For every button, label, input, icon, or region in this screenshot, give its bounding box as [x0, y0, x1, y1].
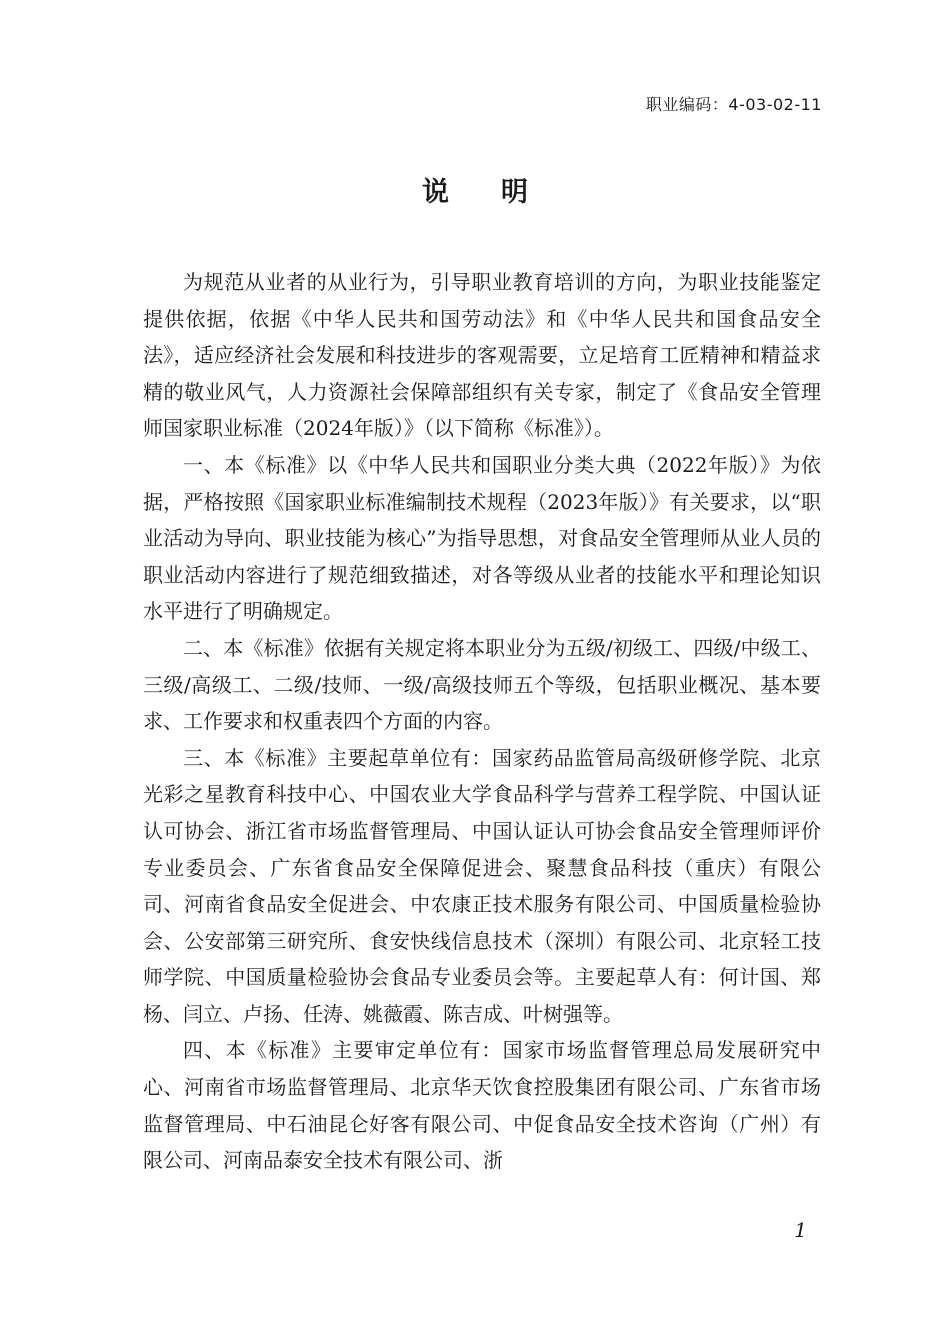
- page-number: 1: [794, 1218, 807, 1242]
- occupation-code: 职业编码：4-03-02-11: [645, 95, 822, 114]
- paragraph-3: 三、本《标准》主要起草单位有：国家药品监管局高级研修学院、北京光彩之星教育科技中心、中国农业大学食品科学与营养工程学院、中国认证认可协会、浙江省市场监督管理局、中国认证认可协会食品安全管理师评价专业委员会、广东省食品安全保障促进会、聚慧食品科技（重庆）有限公司、河南省食品安全促进会、中农康正技术服务有限公司、中国质量检验协会、公安部第三研究所、食安快线信息技术（深圳）有限公司、北京轻工技师学院、中国质量检验协会食品专业委员会等。主要起草人有：何计国、郑杨、闫立、卢扬、任涛、姚薇霞、陈吉成、叶树强等。: [143, 745, 821, 1026]
- body-text: [143, 264, 821, 1179]
- paragraph-2: 二、本《标准》依据有关规定将本职业分为五级/初级工、四级/中级工、三级/高级工、二级/技师、一级/高级技师五个等级，包括职业概况、基本要求、工作要求和权重表四个方面的内容。: [143, 635, 821, 734]
- paragraph-intro: 为规范从业者的从业行为，引导职业教育培训的方向，为职业技能鉴定提供依据，依据《中华人民共和国劳动法》和《中华人民共和国食品安全法》，适应经济社会发展和科技进步的客观需要，立足培育工匠精神和精益求精的敬业风气，人力资源社会保障部组织有关专家，制定了《食品安全管理师国家职业标准（2024年版）》（以下简称《标准》）。: [143, 270, 821, 441]
- paragraph-4: 四、本《标准》主要审定单位有：国家市场监督管理总局发展研究中心、河南省市场监督管理局、北京华天饮食控股集团有限公司、广东省市场监督管理局、中石油昆仑好客有限公司、中促食品安全技术咨询（广州）有限公司、河南品泰安全技术有限公司、浙: [143, 1038, 821, 1173]
- paragraph-1: 一、本《标准》以《中华人民共和国职业分类大典（2022年版）》为依据，严格按照《国家职业标准编制技术规程（2023年版）》有关要求，以“职业活动为导向、职业技能为核心”为指导思想，对食品安全管理师从业人员的职业活动内容进行了规范细致描述，对各等级从业者的技能水平和理论知识水平进行了明确规定。: [143, 452, 821, 624]
- page-title: 说明: [422, 177, 580, 208]
